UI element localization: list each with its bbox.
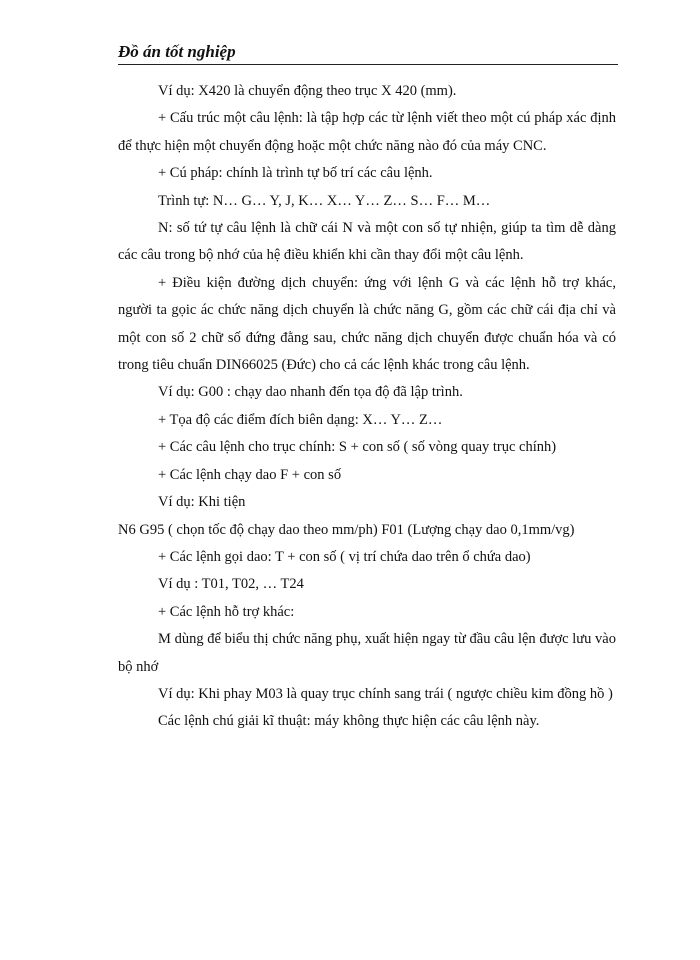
paragraph-11: Ví dụ: Khi tiện: [158, 494, 246, 511]
paragraph-13: + Các lệnh gọi dao: T + con số ( vị trí chứa dao trên ổ chứa dao): [158, 548, 531, 565]
paragraph-5: N: số tứ tự câu lệnh là chữ cái N và một con số tự nhiện, giúp ta tìm dễ dàng các câu trong bộ nhớ của hệ điều khiển khi cần thay đổi một câu lệnh.: [118, 220, 616, 264]
paragraph-3: + Cú pháp: chính là trình tự bố trí các câu lệnh.: [158, 165, 433, 182]
paragraph-1: Ví dụ: X420 là chuyển động theo trục X 420 (mm).: [158, 83, 457, 99]
paragraph-17: Ví dụ: Khi phay M03 là quay trục chính sang trái ( ngược chiều kim đồng hồ ): [158, 685, 613, 702]
paragraph-4: Trình tự: N… G… Y, J, K… X… Y… Z… S… F… M…: [158, 192, 491, 209]
paragraph-16: M dùng để biểu thị chức năng phụ, xuất hiện ngay từ đầu câu lện được lưu vào bộ nhớ: [118, 631, 616, 675]
paragraph-15: + Các lệnh hỗ trợ khác:: [158, 603, 295, 620]
paragraph-18: Các lệnh chú giải kĩ thuật: máy không thực hiện các câu lệnh này.: [158, 713, 540, 730]
paragraph-2: + Cấu trúc một câu lệnh: là tập hợp các từ lệnh viết theo một cú pháp xác định để thực hiện một chuyển động hoặc một chức năng nào đó của máy CNC.: [118, 110, 616, 154]
paragraph-8: + Tọa độ các điểm đích biên dạng: X… Y… Z…: [158, 411, 443, 428]
paragraph-10: + Các lệnh chạy dao F + con số: [158, 466, 342, 483]
paragraph-6: + Điều kiện đường dịch chuyển: ứng với lệnh G và các lệnh hỗ trợ khác, người ta gọic ác chức năng dịch chuyển là chức năng G, gồm các chữ cái địa chỉ và một con số 2 chữ số đứng đằng sau, chức năng dịch chuyển được chuẩn hóa và có trong tiêu chuẩn DIN66025 (Đức) cho cả các lệnh khác trong câu lệnh.: [118, 274, 616, 374]
document-body: [118, 78, 616, 736]
paragraph-14: Ví dụ : T01, T02, … T24: [158, 576, 304, 593]
page-header: [118, 40, 618, 65]
paragraph-9: + Các câu lệnh cho trục chính: S + con số ( số vòng quay trục chính): [158, 439, 557, 456]
header-title: Đồ án tốt nghiệp: [118, 42, 236, 61]
paragraph-7: Ví dụ: G00 : chạy dao nhanh đến tọa độ đã lập trình.: [158, 384, 463, 401]
paragraph-12: N6 G95 ( chọn tốc độ chạy dao theo mm/ph) F01 (Lượng chạy dao 0,1mm/vg): [118, 521, 575, 538]
